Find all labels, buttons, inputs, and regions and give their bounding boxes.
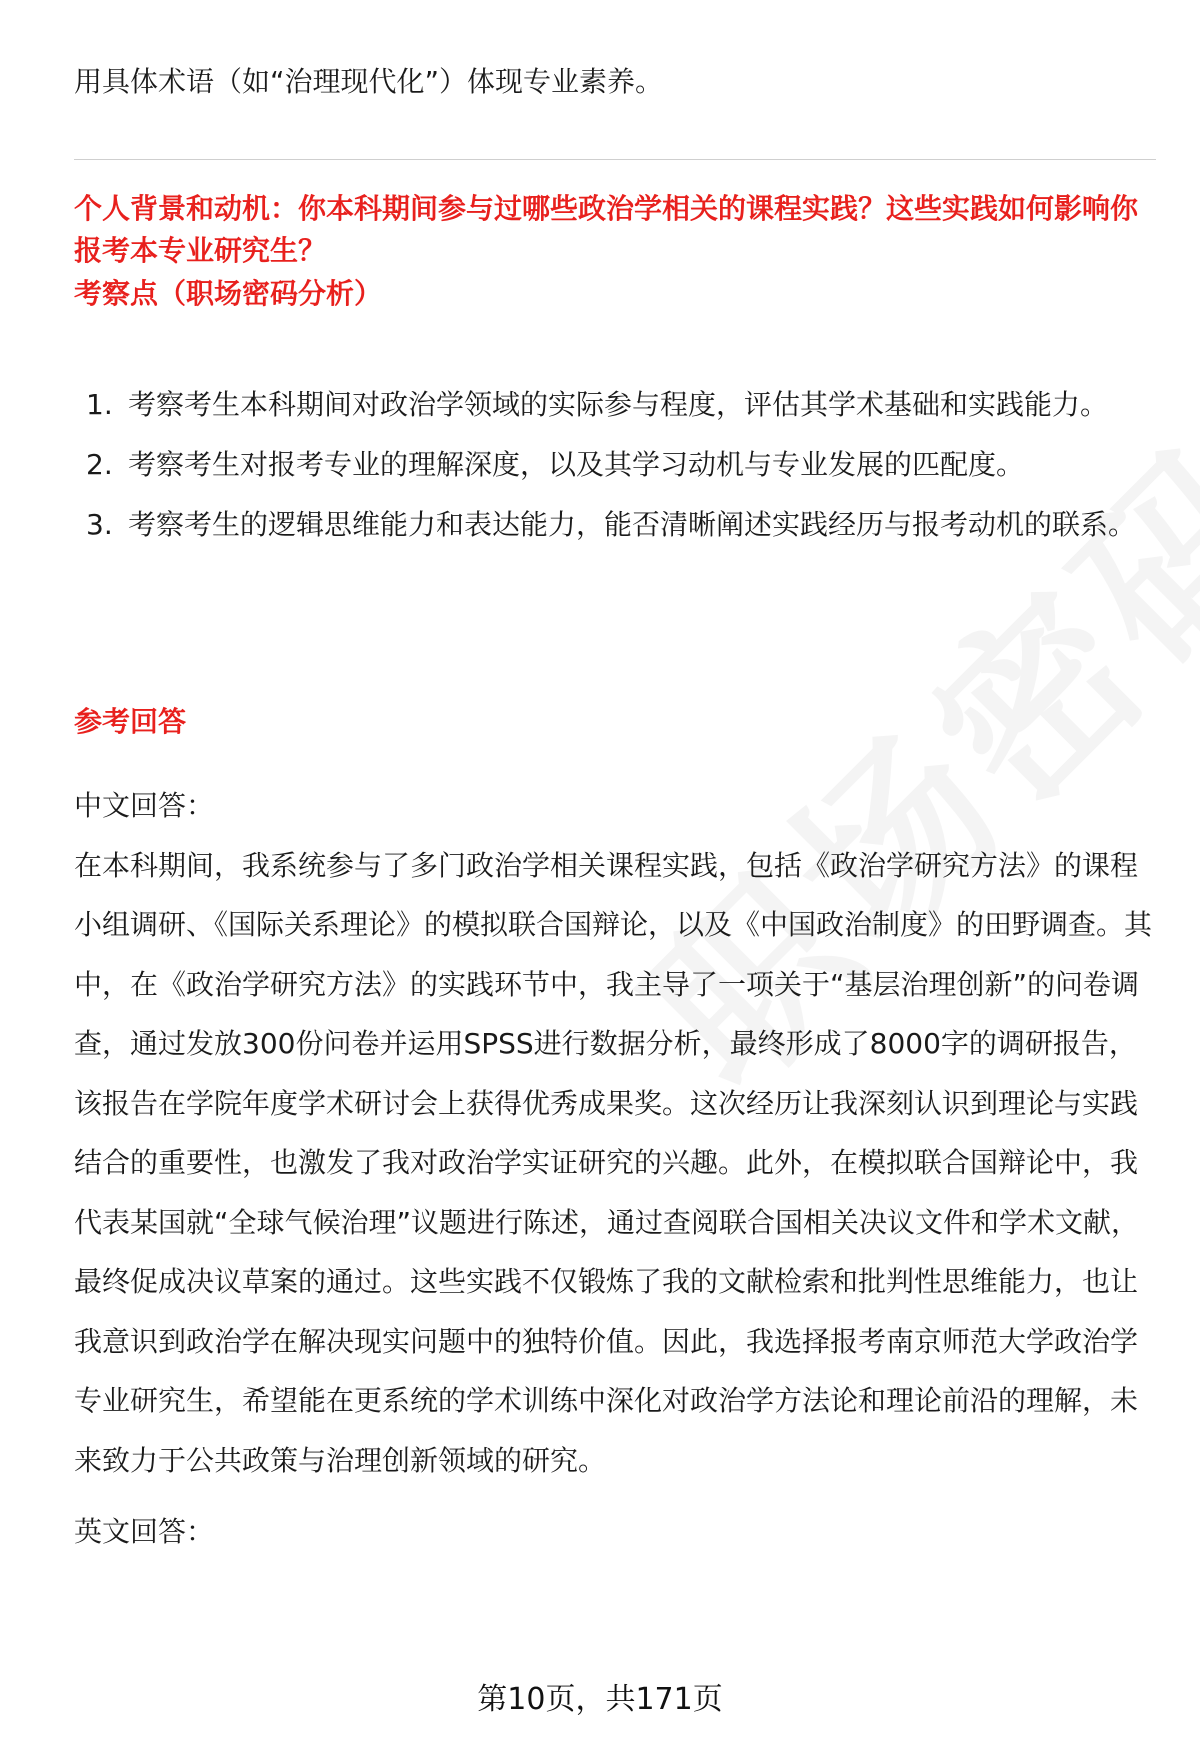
reference-answer-heading: 参考回答 — [74, 705, 187, 738]
question-heading: 个人背景和动机：你本科期间参与过哪些政治学相关的课程实践？这些实践如何影响你报考本专业研究生？ — [74, 192, 1139, 267]
exam-point-item — [74, 435, 1156, 495]
exam-points-list — [74, 375, 1156, 555]
answer-block — [74, 776, 1156, 1562]
exam-point-number: 2. — [86, 448, 113, 481]
intro-tail-text: 用具体术语（如“治理现代化”）体现专业素养。 — [74, 65, 664, 98]
chinese-answer-text: 在本科期间，我系统参与了多门政治学相关课程实践，包括《政治学研究方法》的课程小组调研、《国际关系理论》的模拟联合国辩论，以及《中国政治制度》的田野调查。其中，在《政治学研究方法》的实践环节中，我主导了一项关于“基层治理创新”的问卷调查，通过发放300份问卷并运用SPSS进行数据分析，最终形成了8000字的调研报告，该报告在学院年度学术研讨会上获得优秀成果奖。这次经历让我深刻认识到理论与实践结合的重要性，也激发了我对政治学实证研究的兴趣。此外，在模拟联合国辩论中，我代表某国就“全球气候治理”议题进行陈述，通过查阅联合国相关决议文件和学术文献，最终促成决议草案的通过。这些实践不仅锻炼了我的文献检索和批判性思维能力，也让我意识到政治学在解决现实问题中的独特价值。因此，我选择报考南京师范大学政治学专业研究生，希望能在更系统的学术训练中深化对政治学方法论和理论前沿的理解，未来致力于公共政策与治理创新领域的研究。 — [74, 848, 1153, 1477]
section-divider — [74, 159, 1156, 160]
exam-point-item — [74, 495, 1156, 555]
exam-point-number: 3. — [86, 508, 113, 541]
exam-point-text: 考察考生对报考专业的理解深度，以及其学习动机与专业发展的匹配度。 — [128, 448, 1025, 481]
exam-point-text: 考察考生本科期间对政治学领域的实际参与程度，评估其学术基础和实践能力。 — [128, 388, 1109, 421]
english-answer-label: 英文回答： — [74, 1515, 215, 1548]
exam-point-text: 考察考生的逻辑思维能力和表达能力，能否清晰阐述实践经历与报考动机的联系。 — [128, 508, 1137, 541]
exam-points-heading: 考察点（职场密码分析） — [74, 277, 383, 310]
intro-tail-block — [74, 52, 1154, 112]
page-number-footer: 第10页，共171页 — [477, 1682, 723, 1717]
exam-point-item — [74, 375, 1156, 435]
exam-point-number: 1. — [86, 388, 113, 421]
chinese-answer-label: 中文回答： — [74, 789, 215, 822]
